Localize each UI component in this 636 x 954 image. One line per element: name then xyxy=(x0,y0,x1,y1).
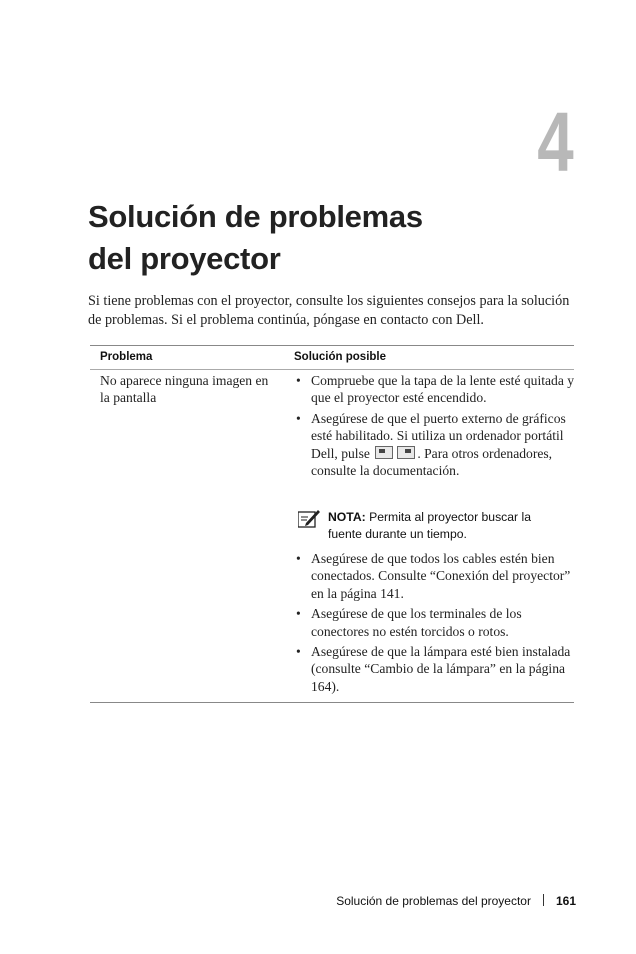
list-item: • Asegúrese de que la lámpara esté bien instalada (consulte “Cambio de la lámpara” en la página 164). xyxy=(296,643,578,695)
note-label: NOTA: xyxy=(328,510,366,524)
solution-list-b xyxy=(296,550,578,698)
header-problem: Problema xyxy=(100,351,153,363)
page-title xyxy=(88,196,588,280)
table-bottom-rule xyxy=(90,702,574,703)
title-line-1: Solución de problemas xyxy=(88,199,423,234)
list-item: • Asegúrese de que los terminales de los conectores no estén torcidos o rotos. xyxy=(296,605,578,640)
table-top-rule xyxy=(90,345,574,346)
header-solution: Solución posible xyxy=(294,351,387,363)
intro-paragraph: Si tiene problemas con el proyector, consulte los siguientes consejos para la solución de problemas. Si el problema continúa, póngase en contacto con Dell. xyxy=(88,293,570,328)
note-text: Permita al proyector buscar la fuente durante un tiempo. xyxy=(328,510,531,541)
list-item: • Asegúrese de que todos los cables estén bien conectados. Consulte “Conexión del proyector” en la página 141. xyxy=(296,550,578,602)
list-item xyxy=(296,410,578,480)
chapter-number: 4 xyxy=(537,95,574,189)
footer-section-title: Solución de problemas del proyector xyxy=(336,894,531,908)
solution-list-a xyxy=(296,372,578,482)
page-footer xyxy=(336,893,576,909)
table-header-rule xyxy=(90,369,574,370)
title-line-2: del proyector xyxy=(88,241,281,276)
footer-separator xyxy=(543,894,544,906)
fn-key-icon xyxy=(375,446,393,459)
list-item: • Compruebe que la tapa de la lente esté quitada y que el proyector esté encendido. xyxy=(296,372,578,407)
crt-lcd-key-icon xyxy=(397,446,415,459)
pencil-note-icon xyxy=(298,508,320,528)
list-item-text-cont: . Para otros ordenadores, consulte la documentación. xyxy=(311,445,553,479)
list-item-text: Asegúrese de que el puerto externo de gráficos esté habilitado. Si utiliza un ordenador portátil Dell, pulse xyxy=(311,410,566,461)
problem-cell: No aparece ninguna imagen en la pantalla xyxy=(100,373,269,406)
page-number: 161 xyxy=(555,894,576,908)
